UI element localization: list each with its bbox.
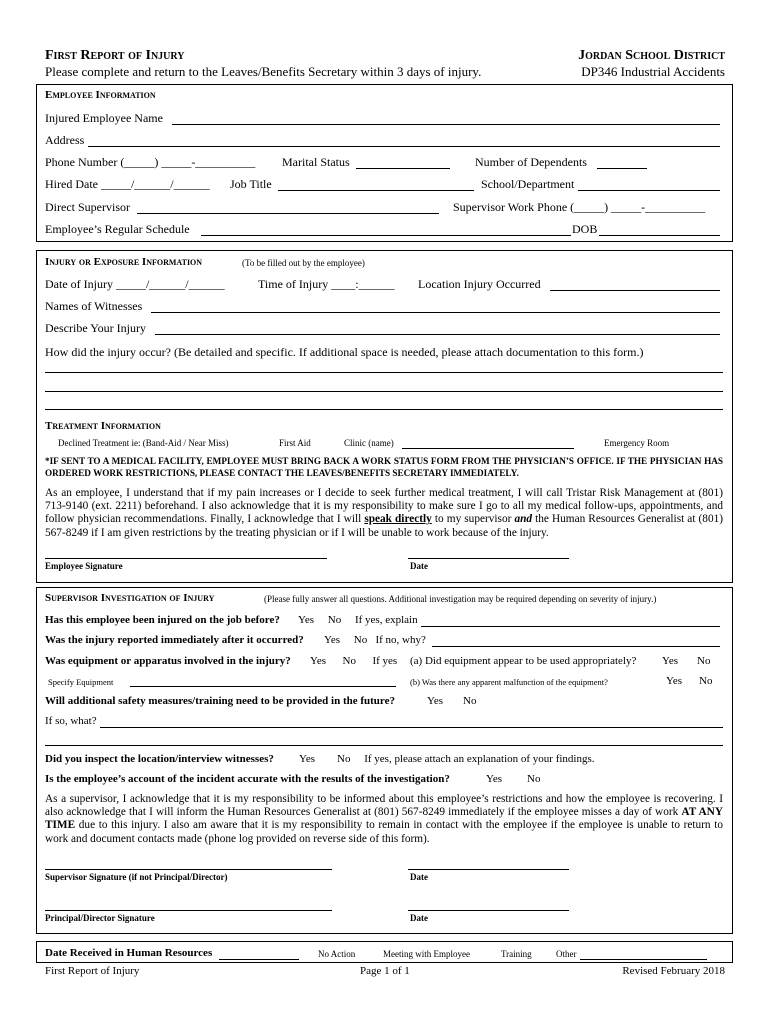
injury-location-label: Location Injury Occurred xyxy=(418,277,541,291)
schedule-field[interactable] xyxy=(201,235,571,236)
principal-signature-field[interactable] xyxy=(45,910,332,911)
employee-acknowledgement: As an employee, I understand that if my pain increases or I decide to seek further medical treatment, I will call Tristar Risk Management at (801) 713-9140 (ext. 2211) beforehand. I also acknowledge that it is my responsibility to make sure I go to all my medical follow-ups, appointments, and follow physician recommendations. Finally, I acknowledge that I will speak directly to my supervisor and the Human Resources Generalist at (801) 567-8249 if I am given restrictions by the treating physician or if I will be unable to work because of the injury. xyxy=(45,487,724,539)
address-field[interactable] xyxy=(88,146,720,147)
injury-section-title: Injury or Exposure Information xyxy=(45,256,203,268)
q-account-accurate: Is the employee’s account of the incident accurate with the results of the investigation? xyxy=(45,773,450,785)
district-name: Jordan School District xyxy=(578,48,725,63)
school-label: School/Department xyxy=(481,177,575,191)
injury-date-label[interactable]: Date of Injury _____/______/______ xyxy=(45,277,225,291)
hr-no-action[interactable]: No Action xyxy=(318,949,356,959)
dob-field[interactable] xyxy=(599,235,720,236)
declined-option[interactable]: Declined Treatment ie: (Band-Aid / Near Miss) xyxy=(58,438,229,448)
q-equipment-malfunction-yes[interactable]: Yes xyxy=(666,675,683,687)
how-field-line-1[interactable] xyxy=(45,372,723,373)
employee-name-field[interactable] xyxy=(172,124,720,125)
describe-label: Describe Your Injury xyxy=(45,321,146,335)
q-equipment-involved: Was equipment or apparatus involved in the injury? xyxy=(45,655,291,667)
if-so-what-field-2[interactable] xyxy=(45,745,723,746)
employee-section-title: Employee Information xyxy=(45,89,156,101)
supervisor-acknowledgement: As a supervisor, I acknowledge that it is my responsibility to be informed about this employee’s restrictions and how the employee is recovering. I also acknowledge that I will inform the Human Resources Generalist at (801) 567-8249 immediately if the employee misses a day of work AT ANY TIME due to this injury. I also am aware that it is my responsibility to remain in contact with the employee if the employee is unable to return to work and document contacts made (phone log provided on reverse side of this form). xyxy=(45,793,723,845)
how-field-line-3[interactable] xyxy=(45,409,723,410)
how-field-line-2[interactable] xyxy=(45,391,723,392)
schedule-label: Employee’s Regular Schedule xyxy=(45,222,190,236)
q-injured-before-explain-field[interactable] xyxy=(421,626,720,627)
footer-title: First Report of Injury xyxy=(45,965,140,977)
q-equipment-options[interactable]: Yes No If yes xyxy=(310,655,398,667)
form-title: First Report of Injury xyxy=(45,48,185,63)
q-equipment-appropriate: (a) Did equipment appear to be used appropriately? xyxy=(410,655,637,667)
hr-received-label: Date Received in Human Resources xyxy=(45,947,213,959)
employee-name-label: Injured Employee Name xyxy=(45,111,163,125)
q-account-accurate-no[interactable]: No xyxy=(527,773,541,785)
q-additional-safety-yes[interactable]: Yes xyxy=(427,695,444,707)
if-so-what-field[interactable] xyxy=(100,727,723,728)
q-reported-options[interactable]: Yes No If no, why? xyxy=(324,634,426,646)
address-label: Address xyxy=(45,133,85,147)
phone-label[interactable]: Phone Number (_____) _____-__________ xyxy=(45,155,256,169)
supervisor-date-field[interactable] xyxy=(408,869,569,870)
witnesses-field[interactable] xyxy=(151,312,720,313)
hr-other[interactable]: Other xyxy=(556,949,577,959)
q-injured-before: Has this employee been injured on the job before? xyxy=(45,614,280,626)
specify-equipment-label: Specify Equipment xyxy=(48,677,114,687)
if-so-what-label: If so, what? xyxy=(45,715,97,727)
q-equipment-malfunction-no[interactable]: No xyxy=(699,675,713,687)
q-reported-immediately: Was the injury reported immediately after it occurred? xyxy=(45,634,304,646)
clinic-name-field[interactable] xyxy=(402,448,574,449)
dob-label: DOB xyxy=(572,222,598,236)
first-aid-option[interactable]: First Aid xyxy=(279,438,311,448)
q-additional-safety-no[interactable]: No xyxy=(463,695,477,707)
hr-meeting[interactable]: Meeting with Employee xyxy=(383,949,470,959)
employee-signature-field[interactable] xyxy=(45,558,327,559)
how-label: How did the injury occur? (Be detailed and specific. If additional space is needed, please attach documentation to this form.) xyxy=(45,345,644,359)
treatment-warning: *IF SENT TO A MEDICAL FACILITY, EMPLOYEE MUST BRING BACK A WORK STATUS FORM FROM THE PHYSICIAN’S OFFICE. IF THE PHYSICIAN HAS ORDERED WORK RESTRICTIONS, PLEASE CONTACT THE LEAVES/BENEFITS SECRETARY IMMEDIATELY. xyxy=(45,456,723,478)
q-additional-safety: Will additional safety measures/training need to be provided in the future? xyxy=(45,695,395,707)
specify-equipment-field[interactable] xyxy=(130,686,396,687)
hr-other-field[interactable] xyxy=(580,959,707,960)
witnesses-label: Names of Witnesses xyxy=(45,299,143,313)
supervisor-field[interactable] xyxy=(137,213,439,214)
describe-field[interactable] xyxy=(155,334,720,335)
marital-status-label: Marital Status xyxy=(282,155,350,169)
hired-date-label[interactable]: Hired Date _____/______/______ xyxy=(45,177,210,191)
injury-time-label[interactable]: Time of Injury ____:______ xyxy=(258,277,395,291)
supervisor-signature-label: Supervisor Signature (if not Principal/Director) xyxy=(45,872,228,882)
q-equipment-malfunction: (b) Was there any apparent malfunction of the equipment? xyxy=(410,677,608,687)
q-reported-why-field[interactable] xyxy=(432,646,720,647)
employee-date-field[interactable] xyxy=(408,558,569,559)
employee-date-label: Date xyxy=(410,561,428,571)
principal-date-label: Date xyxy=(410,913,428,923)
supervisor-date-label: Date xyxy=(410,872,428,882)
form-subtitle: Please complete and return to the Leaves/Benefits Secretary within 3 days of injury. xyxy=(45,64,482,79)
supervisor-label: Direct Supervisor xyxy=(45,200,130,214)
principal-date-field[interactable] xyxy=(408,910,569,911)
dependents-field[interactable] xyxy=(597,168,647,169)
marital-status-field[interactable] xyxy=(356,168,450,169)
q-equipment-appropriate-yes[interactable]: Yes xyxy=(662,655,679,667)
q-inspect-options[interactable]: Yes No If yes, please attach an explanation of your findings. xyxy=(299,753,595,765)
job-title-label: Job Title xyxy=(230,177,272,191)
q-injured-before-options[interactable]: Yes No If yes, explain xyxy=(298,614,418,626)
page-number: Page 1 of 1 xyxy=(360,965,410,977)
job-title-field[interactable] xyxy=(278,190,474,191)
treatment-section-title: Treatment Information xyxy=(45,420,161,432)
hr-training[interactable]: Training xyxy=(501,949,532,959)
hr-received-field[interactable] xyxy=(219,959,299,960)
supervisor-section-title: Supervisor Investigation of Injury xyxy=(45,592,215,604)
supervisor-section-note: (Please fully answer all questions. Additional investigation may be required depending on severity of injury.) xyxy=(264,594,657,604)
form-code: DP346 Industrial Accidents xyxy=(581,64,725,79)
dependents-label: Number of Dependents xyxy=(475,155,587,169)
q-inspect-location: Did you inspect the location/interview witnesses? xyxy=(45,753,274,765)
school-field[interactable] xyxy=(578,190,720,191)
injury-location-field[interactable] xyxy=(550,290,720,291)
principal-signature-label: Principal/Director Signature xyxy=(45,913,155,923)
q-equipment-appropriate-no[interactable]: No xyxy=(697,655,711,667)
supervisor-signature-field[interactable] xyxy=(45,869,332,870)
q-account-accurate-yes[interactable]: Yes xyxy=(486,773,503,785)
supervisor-phone-label[interactable]: Supervisor Work Phone (_____) _____-__________ xyxy=(453,200,706,214)
clinic-option[interactable]: Clinic (name) xyxy=(344,438,394,448)
injury-section-note: (To be filled out by the employee) xyxy=(242,258,365,268)
emergency-option[interactable]: Emergency Room xyxy=(604,438,670,448)
employee-signature-label: Employee Signature xyxy=(45,561,123,571)
revision-date: Revised February 2018 xyxy=(622,965,725,977)
